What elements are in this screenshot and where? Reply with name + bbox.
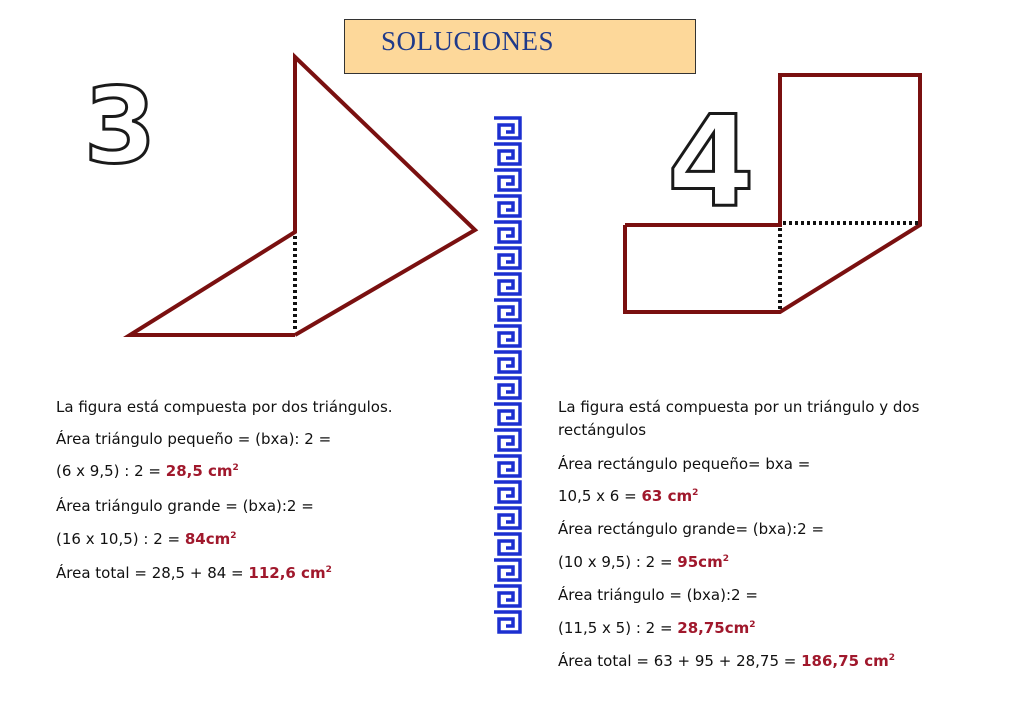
figure-3-outline — [130, 57, 475, 335]
p4-result-small-rectangle: 63 cm — [641, 487, 693, 505]
p3-result-big-triangle: 84cm — [184, 530, 231, 548]
p3-result-small-triangle: 28,5 cm — [165, 462, 233, 480]
greek-key-border — [491, 115, 523, 635]
problem-3-solution — [56, 398, 476, 598]
p4-line-5: Área rectángulo grande= (bxa):2 = — [558, 520, 825, 538]
p4-line-7: Área triángulo = (bxa):2 = — [558, 586, 758, 604]
problem-4-solution — [558, 398, 998, 688]
p4-line-8: (11,5 x 5) : $2 = 28,75cm^2$ — [558, 619, 756, 637]
p4-result-big-rectangle: 95cm — [677, 553, 723, 571]
p4-line-6: (10 x 9,5) : $2 = 95cm^2$ — [558, 553, 729, 571]
p3-line-3: (6 x 9,5) : 2 = 28,5 $cm^2$ — [56, 462, 239, 480]
p4-line-9: Área total = 63 + 95 + 28,75 = 186,75 $cm^2$ — [558, 652, 896, 670]
p3-line-6: Área total = 28,5 + 84 = 112,6 $cm^2$ — [56, 564, 332, 582]
p3-line-5: (16 x 10,5) : $2 = 84cm^2$ — [56, 530, 237, 548]
problem-4-number: 4 — [667, 88, 755, 235]
p4-line-2: rectángulos — [558, 421, 647, 439]
figure-3 — [130, 57, 475, 335]
p4-line-3: Área rectángulo pequeño= bxa = — [558, 455, 811, 473]
page-title: SOLUCIONES — [381, 26, 555, 56]
p3-line-4: Área triángulo grande = (bxa):2 = — [56, 497, 314, 515]
p3-line-2: Área triángulo pequeño = (bxa): 2 = — [56, 430, 332, 448]
p3-line-1: La figura está compuesta por dos triángulos. — [56, 398, 393, 416]
p4-result-triangle: 28,75cm — [677, 619, 750, 637]
p4-line-4: 10,5 x 6 = 63 $cm^2$ — [558, 487, 699, 505]
problem-3-number: 3 — [83, 65, 157, 187]
p3-result-total: 112,6 cm — [248, 564, 326, 582]
p4-line-1: La figura está compuesta por un triángulo y dos — [558, 398, 920, 416]
p4-result-total: 186,75 cm — [801, 652, 889, 670]
